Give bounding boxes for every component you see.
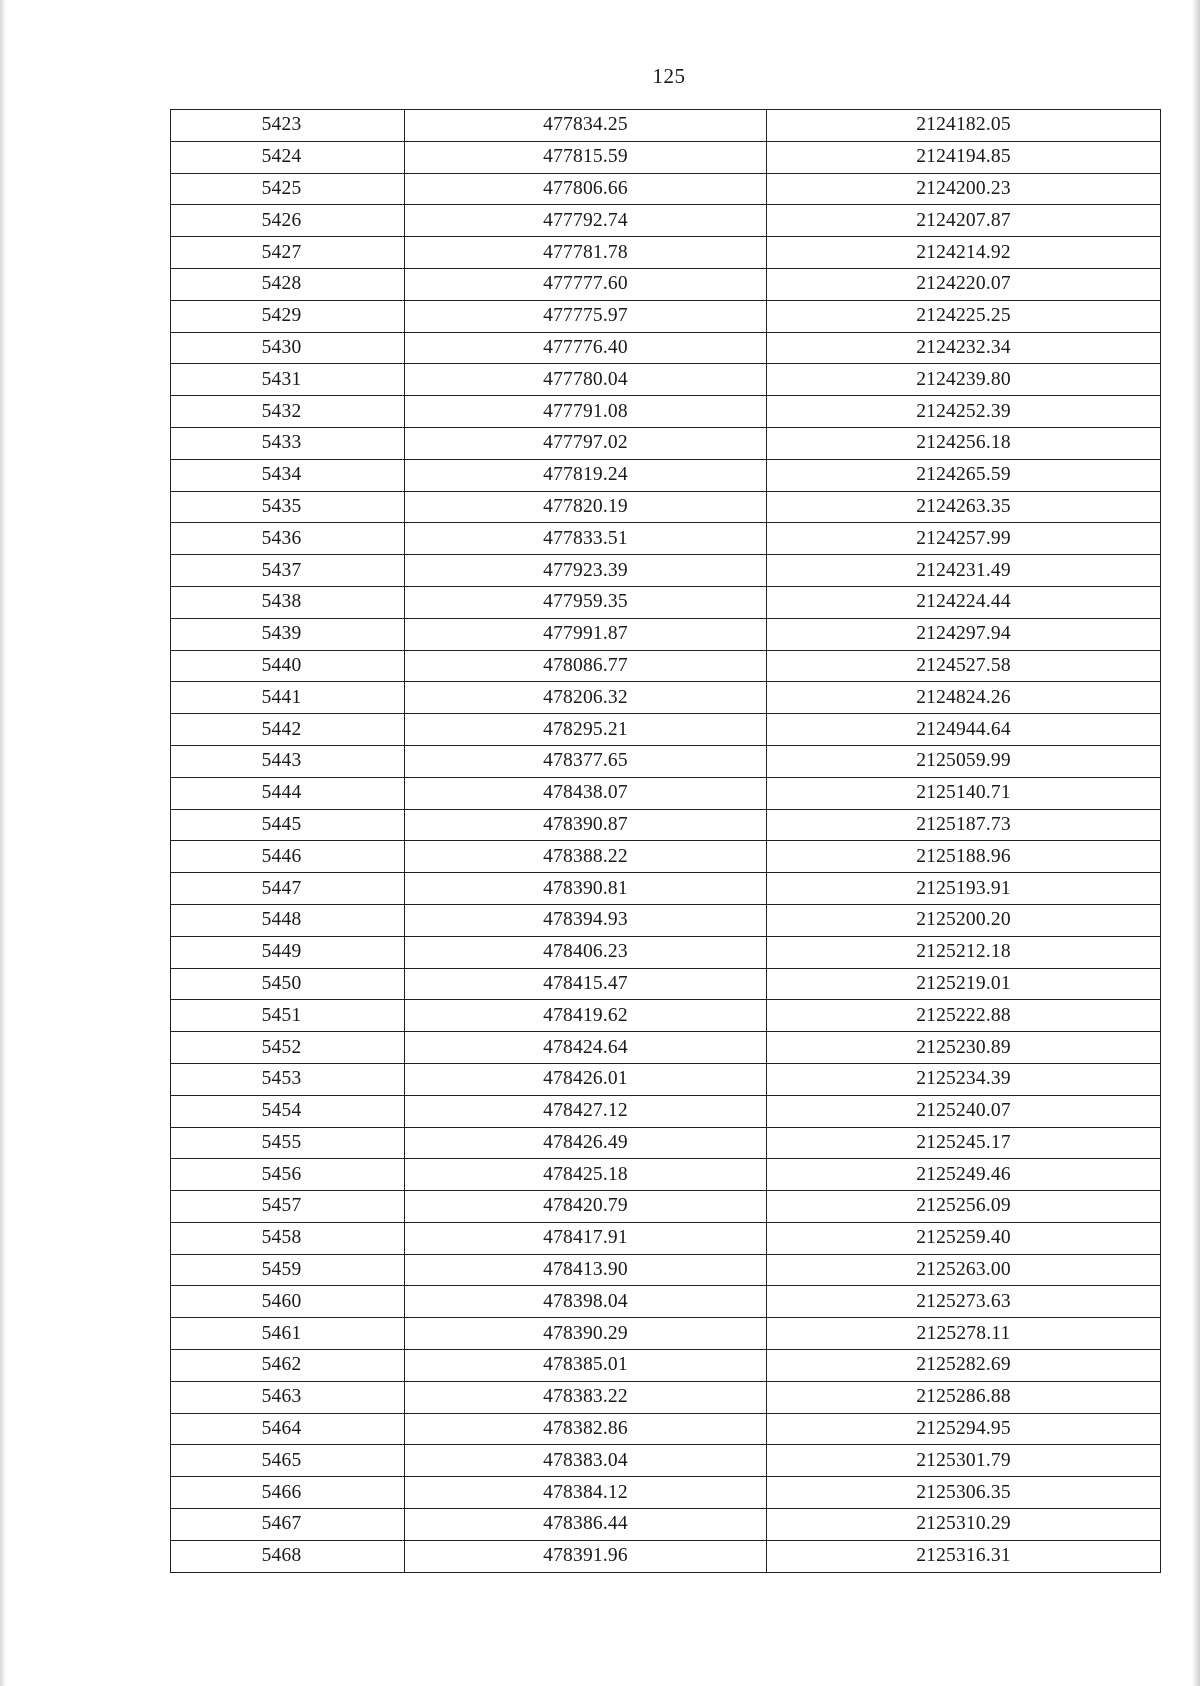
point-id: 5427 — [261, 241, 302, 263]
point-id: 5458 — [261, 1227, 302, 1249]
y-coordinate-cell: 2125200.20 — [767, 904, 1161, 936]
table-row — [171, 396, 1161, 428]
point-id: 5440 — [261, 654, 302, 676]
y-coordinate-cell: 2125282.69 — [767, 1350, 1161, 1382]
x-coordinate-cell: 477781.78 — [405, 237, 767, 269]
table-row — [171, 491, 1161, 523]
table-row — [171, 110, 1161, 142]
y-coordinate-cell: 2125193.91 — [767, 873, 1161, 905]
table-row — [171, 141, 1161, 173]
x-coordinate-cell: 477792.74 — [405, 205, 767, 237]
point-id: 5447 — [261, 877, 302, 899]
point-id-cell — [171, 110, 405, 142]
point-id: 5449 — [261, 941, 302, 963]
table-row — [171, 1540, 1161, 1572]
y-coordinate-cell: 2125316.31 — [767, 1540, 1161, 1572]
y-coordinate-cell: 2125234.39 — [767, 1063, 1161, 1095]
point-id-cell — [171, 1540, 405, 1572]
y-coordinate-cell: 2124182.05 — [767, 110, 1161, 142]
y-coordinate-cell: 2124297.94 — [767, 618, 1161, 650]
table-row — [171, 1477, 1161, 1509]
x-coordinate-cell: 477791.08 — [405, 396, 767, 428]
point-id-cell — [171, 682, 405, 714]
x-coordinate-cell: 477820.19 — [405, 491, 767, 523]
point-id: 5431 — [261, 368, 302, 390]
x-coordinate-cell: 478383.04 — [405, 1445, 767, 1477]
point-id: 5463 — [261, 1386, 302, 1408]
point-id-cell — [171, 1413, 405, 1445]
y-coordinate-cell: 2125140.71 — [767, 777, 1161, 809]
y-coordinate-cell: 2124239.80 — [767, 364, 1161, 396]
table-row — [171, 1191, 1161, 1223]
point-id-cell — [171, 650, 405, 682]
table-row — [171, 1445, 1161, 1477]
point-id-cell — [171, 777, 405, 809]
table-row — [171, 1350, 1161, 1382]
y-coordinate-cell: 2124257.99 — [767, 523, 1161, 555]
point-id-cell — [171, 968, 405, 1000]
point-id-cell — [171, 841, 405, 873]
point-id: 5430 — [261, 336, 302, 358]
table-row — [171, 586, 1161, 618]
point-id-cell — [171, 459, 405, 491]
x-coordinate-cell: 477923.39 — [405, 555, 767, 587]
point-id-cell — [171, 618, 405, 650]
point-id-cell — [171, 396, 405, 428]
table-row — [171, 936, 1161, 968]
point-id: 5462 — [261, 1354, 302, 1376]
table-row — [171, 1000, 1161, 1032]
y-coordinate-cell: 2125310.29 — [767, 1509, 1161, 1541]
point-id: 5459 — [261, 1259, 302, 1281]
point-id-cell — [171, 237, 405, 269]
point-id-cell — [171, 1063, 405, 1095]
point-id-cell — [171, 1477, 405, 1509]
table-row — [171, 1127, 1161, 1159]
table-row — [171, 427, 1161, 459]
point-id: 5453 — [261, 1068, 302, 1090]
y-coordinate-cell: 2124224.44 — [767, 586, 1161, 618]
point-id-cell — [171, 364, 405, 396]
point-id: 5438 — [261, 591, 302, 613]
y-coordinate-cell: 2125249.46 — [767, 1159, 1161, 1191]
x-coordinate-cell: 477959.35 — [405, 586, 767, 618]
x-coordinate-cell: 477776.40 — [405, 332, 767, 364]
table-row — [171, 1413, 1161, 1445]
x-coordinate-cell: 478398.04 — [405, 1286, 767, 1318]
point-id-cell — [171, 745, 405, 777]
point-id: 5425 — [261, 177, 302, 199]
x-coordinate-cell: 478415.47 — [405, 968, 767, 1000]
x-coordinate-cell: 478425.18 — [405, 1159, 767, 1191]
point-id-cell — [171, 1032, 405, 1064]
point-id: 5445 — [261, 813, 302, 835]
x-coordinate-cell: 478390.81 — [405, 873, 767, 905]
point-id-cell — [171, 332, 405, 364]
table-row — [171, 268, 1161, 300]
y-coordinate-cell: 2125187.73 — [767, 809, 1161, 841]
point-id: 5451 — [261, 1004, 302, 1026]
point-id: 5426 — [261, 209, 302, 231]
point-id: 5450 — [261, 972, 302, 994]
y-coordinate-cell: 2124265.59 — [767, 459, 1161, 491]
point-id: 5439 — [261, 623, 302, 645]
x-coordinate-cell: 478438.07 — [405, 777, 767, 809]
y-coordinate-cell: 2125273.63 — [767, 1286, 1161, 1318]
point-id-cell — [171, 1445, 405, 1477]
point-id-cell — [171, 268, 405, 300]
table-row — [171, 1095, 1161, 1127]
table-row — [171, 332, 1161, 364]
point-id: 5441 — [261, 686, 302, 708]
point-id: 5464 — [261, 1418, 302, 1440]
point-id-cell — [171, 1000, 405, 1032]
point-id: 5467 — [261, 1513, 302, 1535]
point-id: 5433 — [261, 432, 302, 454]
table-row — [171, 618, 1161, 650]
x-coordinate-cell: 478384.12 — [405, 1477, 767, 1509]
x-coordinate-cell: 477819.24 — [405, 459, 767, 491]
point-id: 5424 — [261, 146, 302, 168]
page-edge-right — [1192, 0, 1200, 1686]
table-row — [171, 237, 1161, 269]
x-coordinate-cell: 477806.66 — [405, 173, 767, 205]
y-coordinate-cell: 2124944.64 — [767, 714, 1161, 746]
y-coordinate-cell: 2125212.18 — [767, 936, 1161, 968]
point-id: 5434 — [261, 464, 302, 486]
point-id-cell — [171, 491, 405, 523]
point-id: 5461 — [261, 1322, 302, 1344]
point-id-cell — [171, 523, 405, 555]
table-row — [171, 555, 1161, 587]
y-coordinate-cell: 2125306.35 — [767, 1477, 1161, 1509]
point-id: 5432 — [261, 400, 302, 422]
x-coordinate-cell: 478427.12 — [405, 1095, 767, 1127]
table-row — [171, 873, 1161, 905]
x-coordinate-cell: 478386.44 — [405, 1509, 767, 1541]
x-coordinate-cell: 477777.60 — [405, 268, 767, 300]
x-coordinate-cell: 477815.59 — [405, 141, 767, 173]
x-coordinate-cell: 477780.04 — [405, 364, 767, 396]
point-id: 5444 — [261, 782, 302, 804]
point-id-cell — [171, 1350, 405, 1382]
x-coordinate-cell: 477834.25 — [405, 110, 767, 142]
y-coordinate-cell: 2125278.11 — [767, 1318, 1161, 1350]
table-row — [171, 650, 1161, 682]
table-row — [171, 968, 1161, 1000]
y-coordinate-cell: 2125256.09 — [767, 1191, 1161, 1223]
table-row — [171, 459, 1161, 491]
point-id-cell — [171, 586, 405, 618]
x-coordinate-cell: 478394.93 — [405, 904, 767, 936]
table-row — [171, 1254, 1161, 1286]
point-id-cell — [171, 300, 405, 332]
point-id: 5468 — [261, 1545, 302, 1567]
x-coordinate-cell: 478206.32 — [405, 682, 767, 714]
coordinate-table — [170, 109, 1161, 1573]
y-coordinate-cell: 2124252.39 — [767, 396, 1161, 428]
table-row — [171, 364, 1161, 396]
point-id-cell — [171, 1381, 405, 1413]
table-row — [171, 300, 1161, 332]
y-coordinate-cell: 2124256.18 — [767, 427, 1161, 459]
x-coordinate-cell: 477833.51 — [405, 523, 767, 555]
x-coordinate-cell: 478382.86 — [405, 1413, 767, 1445]
table-row — [171, 205, 1161, 237]
table-row — [171, 1222, 1161, 1254]
x-coordinate-cell: 478390.29 — [405, 1318, 767, 1350]
point-id: 5456 — [261, 1163, 302, 1185]
y-coordinate-cell: 2125222.88 — [767, 1000, 1161, 1032]
point-id: 5465 — [261, 1449, 302, 1471]
y-coordinate-cell: 2124214.92 — [767, 237, 1161, 269]
x-coordinate-cell: 478417.91 — [405, 1222, 767, 1254]
point-id: 5455 — [261, 1131, 302, 1153]
x-coordinate-cell: 478420.79 — [405, 1191, 767, 1223]
x-coordinate-cell: 478390.87 — [405, 809, 767, 841]
point-id: 5423 — [261, 114, 302, 136]
point-id: 5446 — [261, 845, 302, 867]
table-row — [171, 745, 1161, 777]
table-row — [171, 1318, 1161, 1350]
x-coordinate-cell: 478391.96 — [405, 1540, 767, 1572]
point-id-cell — [171, 141, 405, 173]
coordinate-table-body — [171, 110, 1161, 1573]
point-id-cell — [171, 1095, 405, 1127]
table-row — [171, 523, 1161, 555]
point-id-cell — [171, 1222, 405, 1254]
y-coordinate-cell: 2125059.99 — [767, 745, 1161, 777]
point-id-cell — [171, 205, 405, 237]
point-id: 5460 — [261, 1290, 302, 1312]
table-row — [171, 904, 1161, 936]
x-coordinate-cell: 477775.97 — [405, 300, 767, 332]
point-id-cell — [171, 714, 405, 746]
y-coordinate-cell: 2124220.07 — [767, 268, 1161, 300]
y-coordinate-cell: 2124200.23 — [767, 173, 1161, 205]
point-id: 5435 — [261, 495, 302, 517]
y-coordinate-cell: 2125286.88 — [767, 1381, 1161, 1413]
y-coordinate-cell: 2125259.40 — [767, 1222, 1161, 1254]
point-id-cell — [171, 809, 405, 841]
x-coordinate-cell: 478419.62 — [405, 1000, 767, 1032]
y-coordinate-cell: 2124232.34 — [767, 332, 1161, 364]
table-row — [171, 173, 1161, 205]
x-coordinate-cell: 477991.87 — [405, 618, 767, 650]
x-coordinate-cell: 478377.65 — [405, 745, 767, 777]
table-row — [171, 682, 1161, 714]
page-number: 125 — [652, 64, 686, 88]
point-id: 5428 — [261, 273, 302, 295]
point-id: 5452 — [261, 1036, 302, 1058]
y-coordinate-cell: 2125240.07 — [767, 1095, 1161, 1127]
point-id: 5454 — [261, 1100, 302, 1122]
x-coordinate-cell: 478413.90 — [405, 1254, 767, 1286]
x-coordinate-cell: 478295.21 — [405, 714, 767, 746]
table-row — [171, 714, 1161, 746]
y-coordinate-cell: 2124194.85 — [767, 141, 1161, 173]
table-row — [171, 777, 1161, 809]
table-row — [171, 841, 1161, 873]
table-row — [171, 1509, 1161, 1541]
point-id: 5448 — [261, 909, 302, 931]
x-coordinate-cell: 478406.23 — [405, 936, 767, 968]
point-id-cell — [171, 173, 405, 205]
point-id: 5457 — [261, 1195, 302, 1217]
y-coordinate-cell: 2124527.58 — [767, 650, 1161, 682]
x-coordinate-cell: 478385.01 — [405, 1350, 767, 1382]
y-coordinate-cell: 2124231.49 — [767, 555, 1161, 587]
point-id-cell — [171, 1254, 405, 1286]
y-coordinate-cell: 2124207.87 — [767, 205, 1161, 237]
point-id-cell — [171, 904, 405, 936]
point-id-cell — [171, 1286, 405, 1318]
table-row — [171, 1159, 1161, 1191]
page-edge-left — [0, 0, 6, 1686]
x-coordinate-cell: 478383.22 — [405, 1381, 767, 1413]
point-id-cell — [171, 1318, 405, 1350]
point-id-cell — [171, 555, 405, 587]
x-coordinate-cell: 477797.02 — [405, 427, 767, 459]
table-row — [171, 1032, 1161, 1064]
table-row — [171, 809, 1161, 841]
x-coordinate-cell: 478424.64 — [405, 1032, 767, 1064]
table-row — [171, 1063, 1161, 1095]
point-id: 5436 — [261, 527, 302, 549]
y-coordinate-cell: 2124824.26 — [767, 682, 1161, 714]
point-id-cell — [171, 936, 405, 968]
x-coordinate-cell: 478426.01 — [405, 1063, 767, 1095]
y-coordinate-cell: 2124225.25 — [767, 300, 1161, 332]
x-coordinate-cell: 478426.49 — [405, 1127, 767, 1159]
x-coordinate-cell: 478086.77 — [405, 650, 767, 682]
point-id: 5442 — [261, 718, 302, 740]
point-id: 5443 — [261, 750, 302, 772]
point-id-cell — [171, 1509, 405, 1541]
point-id-cell — [171, 1191, 405, 1223]
point-id-cell — [171, 873, 405, 905]
y-coordinate-cell: 2124263.35 — [767, 491, 1161, 523]
point-id: 5466 — [261, 1481, 302, 1503]
y-coordinate-cell: 2125245.17 — [767, 1127, 1161, 1159]
y-coordinate-cell: 2125301.79 — [767, 1445, 1161, 1477]
point-id-cell — [171, 1127, 405, 1159]
point-id: 5437 — [261, 559, 302, 581]
point-id: 5429 — [261, 305, 302, 327]
y-coordinate-cell: 2125188.96 — [767, 841, 1161, 873]
y-coordinate-cell: 2125263.00 — [767, 1254, 1161, 1286]
y-coordinate-cell: 2125219.01 — [767, 968, 1161, 1000]
y-coordinate-cell: 2125294.95 — [767, 1413, 1161, 1445]
point-id-cell — [171, 427, 405, 459]
point-id-cell — [171, 1159, 405, 1191]
y-coordinate-cell: 2125230.89 — [767, 1032, 1161, 1064]
x-coordinate-cell: 478388.22 — [405, 841, 767, 873]
table-row — [171, 1381, 1161, 1413]
table-row — [171, 1286, 1161, 1318]
